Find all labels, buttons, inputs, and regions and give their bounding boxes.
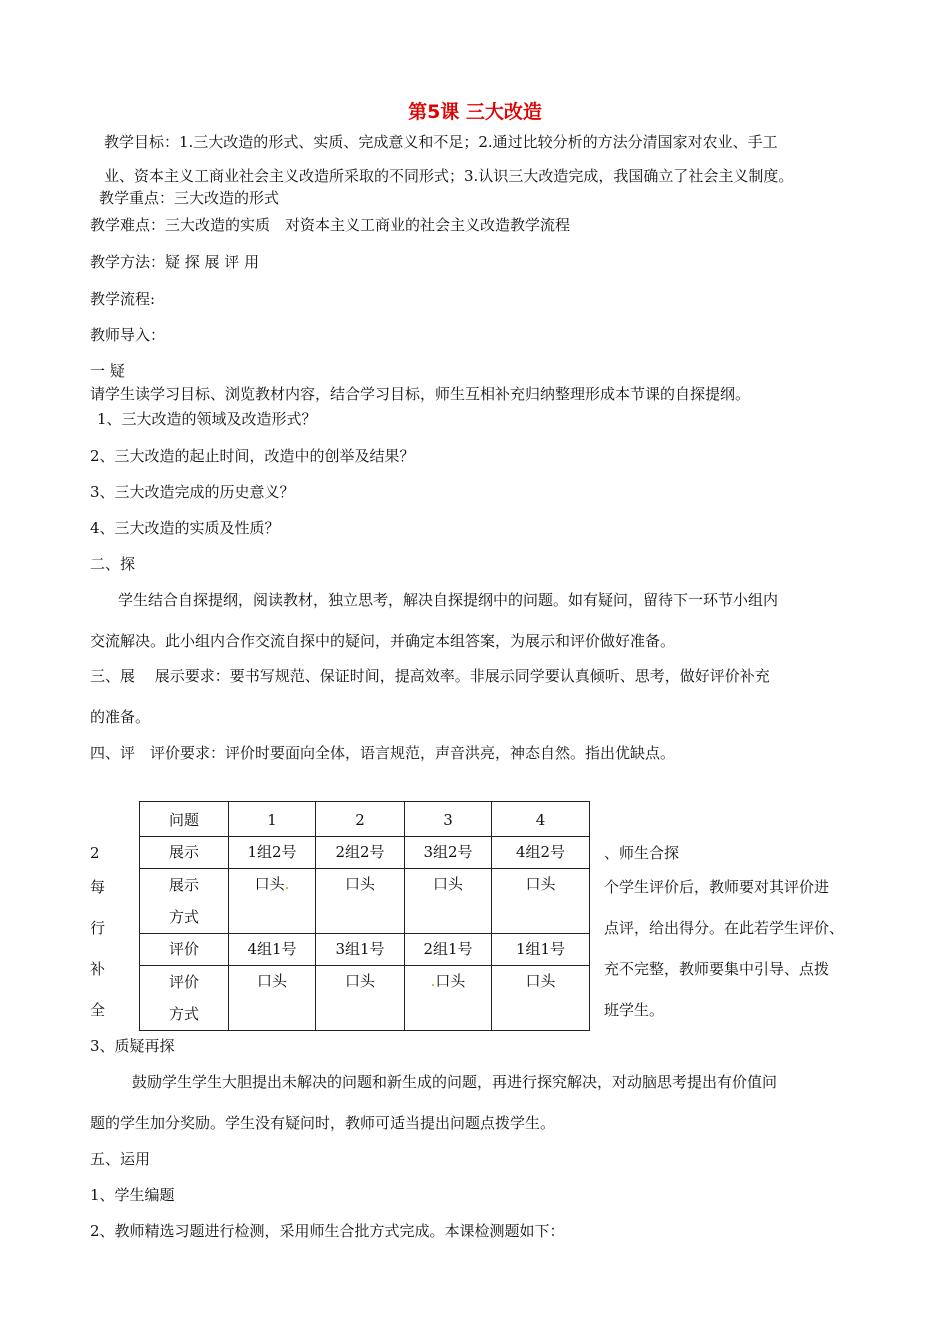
table-row [140,934,590,966]
table-row [140,869,590,934]
table-cell: 3 [405,802,492,837]
side-char: 行 [90,919,106,937]
question-4: 4、三大改造的实质及性质？ [90,519,280,537]
section-1-text: 请学生读学习目标、浏览教材内容，结合学习目标，师生互相补充归纳整理形成本节课的自探提纲。 [90,385,751,403]
section-5-heading: 3、质疑再探 [90,1037,175,1055]
table-cell: 4 [492,802,590,837]
table-cell: 4组2号 [492,837,590,869]
difficulty: 教学难点：三大改造的实质 对资本主义工商业的社会主义改造教学流程 [90,216,571,234]
question-3: 3、三大改造完成的历史意义？ [90,483,295,501]
page-title: 第5课 三大改造 [408,101,542,123]
section-6-item-2: 2、教师精选习题进行检测，采用师生合批方式完成。本课检测题如下： [90,1222,565,1240]
side-char: 补 [90,960,106,978]
question-1: 1、三大改造的领域及改造形式？ [97,410,317,428]
table-cell [405,966,492,1031]
table-cell: 口头 [316,966,405,1031]
section-4-text: 四、评 评价要求：评价时要面向全体，语言规范，声音洪亮，神态自然。指出优缺点。 [90,744,676,762]
section-2-text-2: 交流解决。此小组内合作交流自探中的疑问，并确定本组答案，为展示和评价做好准备。 [90,632,676,650]
table-cell: 1 [229,802,316,837]
table-cell: 问题 [140,802,229,837]
section-5-text-1: 鼓励学生学生大胆提出未解决的问题和新生成的问题，再进行探究解决，对动脑思考提出有价值问 [132,1073,778,1091]
table-cell: 4组1号 [229,934,316,966]
section-5-text-2: 题的学生加分奖励。学生没有疑问时，教师可适当提出问题点拨学生。 [90,1114,556,1132]
table-cell: 口头 [492,966,590,1031]
table-cell: 1组1号 [492,934,590,966]
section-3-text-2: 的准备。 [90,708,151,726]
table-cell-text: 口头 [254,875,285,893]
section-6-heading: 五、运用 [90,1150,151,1168]
side-char: 每 [90,878,106,896]
table-cell: 口头 [405,869,492,934]
table-cell: 2组1号 [405,934,492,966]
section-3-text-1: 三、展 展示要求：要书写规范、保证时间，提高效率。非展示同学要认真倾听、思考，做好评价补充 [90,667,770,685]
side-char: 2 [90,844,100,862]
right-note-line: 点评，给出得分。在此若学生评价、 [604,919,845,937]
key-point: 教学重点：三大改造的形式 [99,189,280,207]
table-cell: 口头 [492,869,590,934]
right-note-line: 个学生评价后，教师要对其评价进 [604,878,830,896]
right-note-line: 充不完整，教师要集中引导、点拨 [604,960,830,978]
section-2-heading: 二、探 [90,555,136,573]
table-cell: 2 [316,802,405,837]
table-cell: 展示 [140,837,229,869]
table-cell: 评价方式 [140,966,229,1031]
table-row [140,802,590,837]
table-cell: 口头 [316,869,405,934]
table-cell: 评价 [140,934,229,966]
table-cell: 3组1号 [316,934,405,966]
right-note-line: 、师生合探 [604,844,680,862]
table-cell [229,869,316,934]
teaching-goal-line-1: 教学目标：1.三大改造的形式、实质、完成意义和不足；2.通过比较分析的方法分清国家对农业、手工 [104,133,778,151]
table-cell-text: 口头 [435,972,466,990]
teaching-process: 教学流程: [90,290,156,308]
section-2-text-1: 学生结合自探提纲，阅读教材，独立思考，解决自探提纲中的问题。如有疑问，留待下一环节小组内 [118,591,779,609]
section-6-item-1: 1、学生编题 [90,1186,175,1204]
table-cell: 口头 [229,966,316,1031]
table-row [140,837,590,869]
right-note-line: 班学生。 [604,1001,665,1019]
side-char: 全 [90,1001,106,1019]
table-cell: 2组2号 [316,837,405,869]
section-1-heading: 一 疑 [90,362,125,380]
question-2: 2、三大改造的起止时间，改造中的创举及结果？ [90,447,415,465]
table-row [140,966,590,1031]
table-cell: 展示方式 [140,869,229,934]
tick-mark-icon: . [284,875,290,893]
table-cell: 1组2号 [229,837,316,869]
table-cell: 3组2号 [405,837,492,869]
tick-mark-icon: . [430,972,436,990]
teaching-goal-line-2: 业、资本主义工商业社会主义改造所采取的不同形式；3.认识三大改造完成，我国确立了社会主义制度。 [104,167,794,185]
teaching-method: 教学方法：疑 探 展 评 用 [90,253,260,271]
teacher-intro: 教师导入： [90,326,166,344]
evaluation-table [139,801,590,1031]
